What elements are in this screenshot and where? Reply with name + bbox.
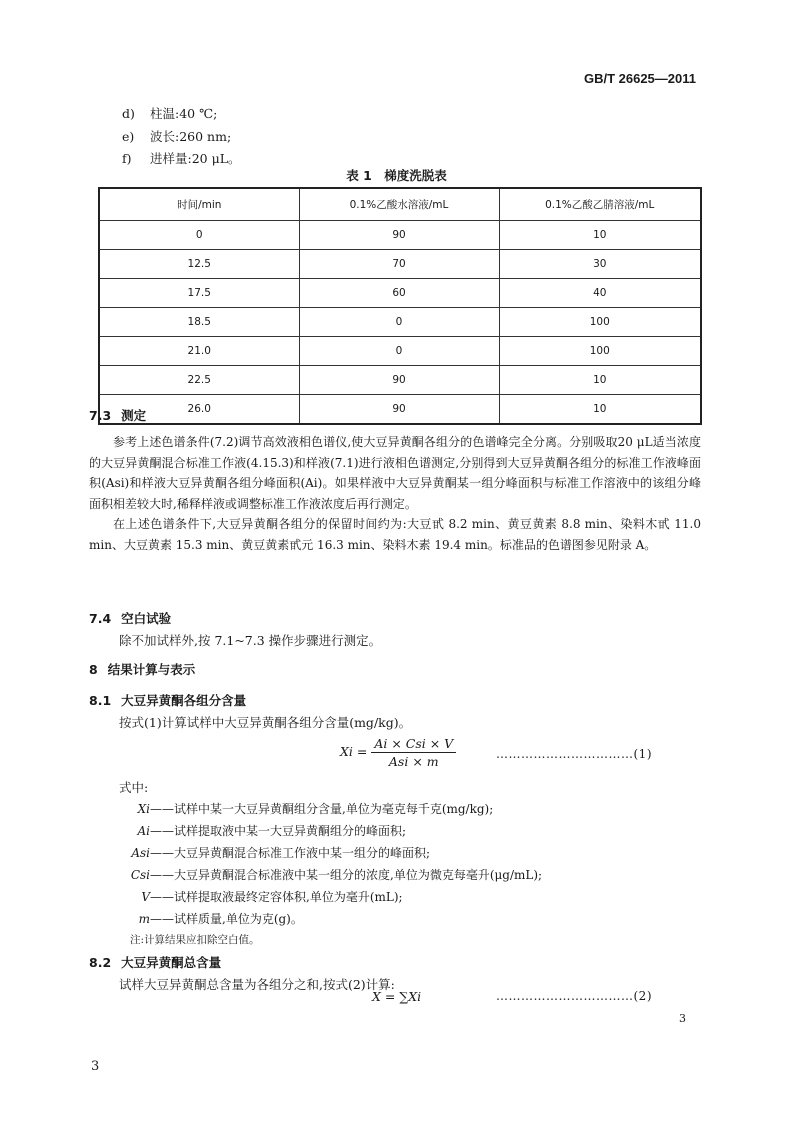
table-cell: 17.5	[99, 279, 299, 308]
condition-e	[122, 127, 231, 145]
page-number-left: 3	[91, 1059, 100, 1074]
formula-2-leader	[496, 989, 652, 1003]
formula-numerator: Ai × Csi × V	[371, 736, 456, 753]
definition-item	[128, 822, 406, 839]
condition-label: f)	[122, 151, 132, 166]
table-cell: 70	[299, 250, 499, 279]
header-acetonitrile-solution: 0.1%乙酸乙腈溶液/mL	[499, 188, 701, 221]
table-row	[99, 395, 701, 425]
section-title: 大豆异黄酮各组分含量	[121, 693, 247, 708]
table-row	[99, 337, 701, 366]
formula-number: (2)	[633, 989, 652, 1003]
section-7-4-body: 除不加试样外,按 7.1~7.3 操作步骤进行测定。	[119, 633, 382, 648]
formula-1-leader	[496, 747, 652, 761]
condition-label: e)	[122, 129, 135, 144]
section-heading-8	[89, 660, 195, 678]
condition-text: 波长:260 nm;	[150, 129, 232, 144]
note: 注:计算结果应扣除空白值。	[130, 934, 260, 946]
condition-d	[122, 104, 217, 122]
table-row	[99, 250, 701, 279]
table-cell: 60	[299, 279, 499, 308]
definition-symbol: Asi	[131, 846, 150, 860]
section-heading-8-2	[89, 953, 221, 971]
paragraph: 参考上述色谱条件(7.2)调节高效液相色谱仪,使大豆异黄酮各组分的色谱峰完全分离。分别吸取20 μL适当浓度的大豆异黄酮混合标准工作液(4.15.3)和样液(7.1)进行液相色谱测定,分别得到大豆异黄酮各组分的标准工作液峰面积(Asi)和样液大豆异黄酮各组分峰面积(Ai)。如果样液中大豆异黄酮某一组分峰面积与标准工作溶液中的该组分峰面积相差较大时,稀释样液或调整标准工作液浓度后再行测定。	[89, 435, 701, 511]
table-row	[99, 366, 701, 395]
section-title: 大豆异黄酮总含量	[121, 955, 222, 970]
table-title: 表 1 梯度洗脱表	[346, 168, 447, 183]
condition-label: d)	[122, 106, 135, 121]
table-row	[99, 308, 701, 337]
definition-symbol: Csi	[130, 868, 150, 882]
table-cell: 12.5	[99, 250, 299, 279]
definition-item	[128, 866, 542, 883]
where-label: 式中:	[119, 780, 149, 795]
standard-code: GB/T 26625—2011	[583, 71, 696, 86]
dot-leader: ……………………………	[496, 989, 634, 1003]
definition-symbol: Ai	[137, 824, 150, 838]
condition-text: 进样量:20 μL。	[150, 151, 241, 166]
section-title: 测定	[121, 408, 147, 423]
condition-f	[122, 149, 241, 167]
table-row	[99, 279, 701, 308]
section-8-1-intro: 按式(1)计算试样中大豆异黄酮各组分含量(mg/kg)。	[119, 715, 412, 730]
table-cell: 90	[299, 395, 499, 425]
formula-2: X = ∑Xi	[372, 989, 422, 1004]
table-cell: 100	[499, 337, 701, 366]
table-cell: 90	[299, 221, 499, 250]
definition-text: ——试样中某一大豆异黄酮组分含量,单位为毫克每千克(mg/kg);	[150, 802, 494, 816]
definition-text: ——大豆异黄酮混合标准液中某一组分的浓度,单位为微克每毫升(μg/mL);	[150, 868, 543, 882]
definition-symbol: Xi	[137, 802, 150, 816]
definition-text: ——试样提取液最终定容体积,单位为毫升(mL);	[150, 890, 403, 904]
formula-number: (1)	[633, 747, 652, 761]
table-cell: 22.5	[99, 366, 299, 395]
condition-text: 柱温:40 ℃;	[150, 106, 218, 121]
table-cell: 21.0	[99, 337, 299, 366]
section-7-3-body	[89, 432, 701, 555]
header-water-solution: 0.1%乙酸水溶液/mL	[299, 188, 499, 221]
table-cell: 0	[299, 337, 499, 366]
table-cell: 10	[499, 221, 701, 250]
table-cell: 10	[499, 395, 701, 425]
table-cell: 18.5	[99, 308, 299, 337]
section-number: 8.1	[89, 693, 112, 708]
definition-item	[128, 888, 403, 905]
table-cell: 100	[499, 308, 701, 337]
section-number: 7.4	[89, 611, 112, 626]
formula-fraction	[371, 736, 456, 769]
table-header-row	[99, 188, 701, 221]
section-heading-7-3	[89, 406, 146, 424]
formula-1	[340, 736, 456, 769]
table-cell: 40	[499, 279, 701, 308]
formula-lhs: Xi =	[340, 744, 368, 759]
section-number: 8.2	[89, 955, 112, 970]
table-cell: 10	[499, 366, 701, 395]
table-cell: 90	[299, 366, 499, 395]
definition-item	[128, 910, 303, 927]
table-cell: 30	[499, 250, 701, 279]
definition-text: ——大豆异黄酮混合标准工作液中某一组分的峰面积;	[150, 846, 431, 860]
section-number: 8	[89, 662, 98, 677]
formula-denominator: Asi × m	[388, 754, 439, 769]
dot-leader: ……………………………	[496, 747, 634, 761]
gradient-elution-table	[98, 187, 702, 425]
header-time: 时间/min	[99, 188, 299, 221]
definition-text: ——试样质量,单位为克(g)。	[150, 912, 303, 926]
table-cell: 26.0	[99, 395, 299, 425]
definition-symbol: m	[138, 912, 150, 926]
definition-item	[128, 844, 430, 861]
section-heading-7-4	[89, 609, 171, 627]
section-title: 结果计算与表示	[107, 662, 196, 677]
page-number-right: 3	[679, 1012, 686, 1025]
table-cell: 0	[99, 221, 299, 250]
table-cell: 0	[299, 308, 499, 337]
paragraph: 在上述色谱条件下,大豆异黄酮各组分的保留时间约为:大豆甙 8.2 min、黄豆黄素 8.8 min、染料木甙 11.0 min、大豆黄素 15.3 min、黄豆黄素甙元 16.3 min、染料木素 19.4 min。标准品的色谱图参见附录 A。	[89, 517, 701, 552]
section-heading-8-1	[89, 691, 246, 709]
definition-text: ——试样提取液中某一大豆异黄酮组分的峰面积;	[150, 824, 407, 838]
section-8-2-intro: 试样大豆异黄酮总含量为各组分之和,按式(2)计算:	[119, 977, 395, 992]
definition-symbol: V	[141, 890, 150, 904]
definition-item	[128, 800, 493, 817]
section-title: 空白试验	[121, 611, 172, 626]
table-row	[99, 221, 701, 250]
section-number: 7.3	[89, 408, 112, 423]
